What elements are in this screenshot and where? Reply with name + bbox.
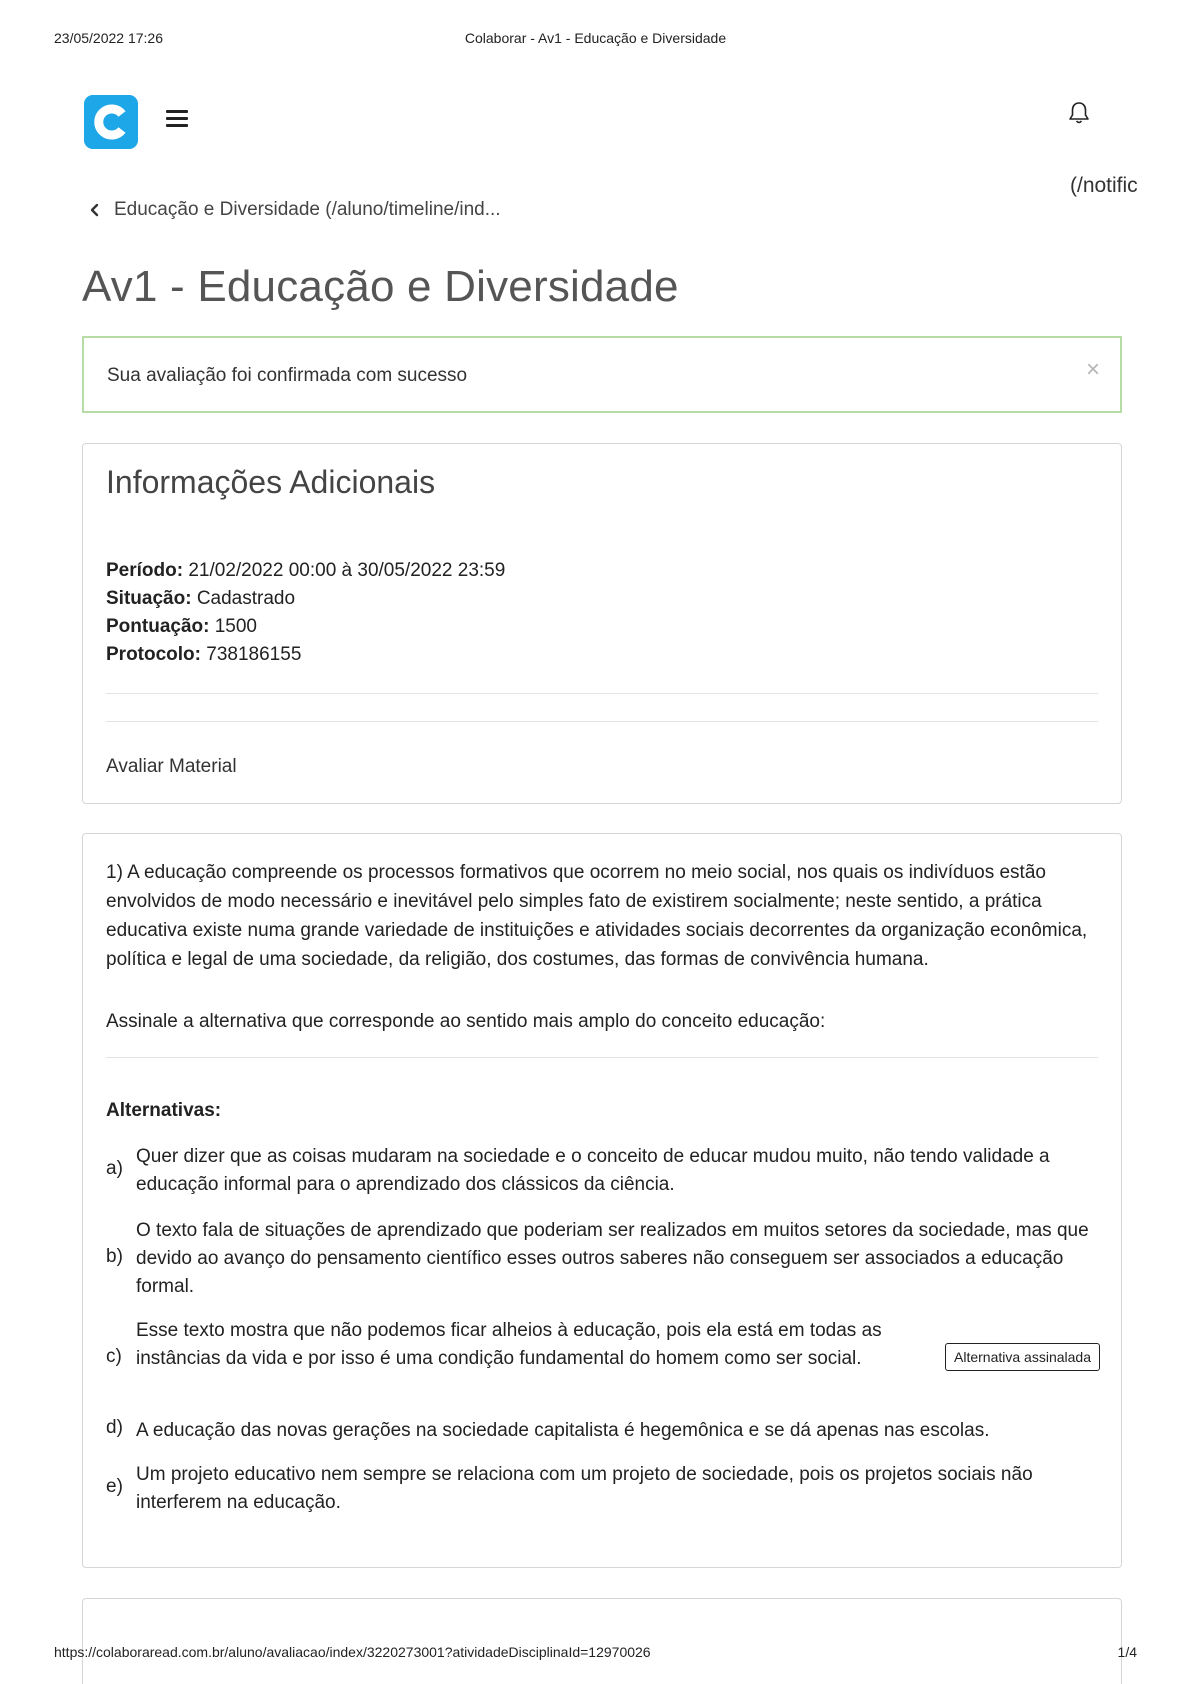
alternative-letter: e) <box>106 1476 123 1497</box>
alert-close-button[interactable]: × <box>1085 356 1100 383</box>
alternative-text: A educação das novas gerações na sociedade capitalista é hegemônica e se dá apenas nas escolas. <box>136 1420 990 1441</box>
alternative-letter: a) <box>106 1158 123 1179</box>
alternative-text: Esse texto mostra que não podemos ficar alheios à educação, pois ela está em todas as instâncias da vida e por isso é uma condição fundamental do homem como ser social. <box>136 1320 882 1369</box>
chevron-left-icon <box>88 203 102 217</box>
alert-message: Sua avaliação foi confirmada com sucesso <box>107 365 468 386</box>
alternative-d[interactable] <box>106 1417 1100 1447</box>
print-datetime: 23/05/2022 17:26 <box>54 30 163 46</box>
alternative-letter: c) <box>106 1346 122 1367</box>
alternative-c[interactable] <box>106 1317 1100 1403</box>
divider <box>106 1057 1098 1058</box>
divider <box>106 693 1098 694</box>
page-title: Av1 - Educação e Diversidade <box>82 262 679 311</box>
print-url: https://colaboraread.com.br/aluno/avaliacao/index/3220273001?atividadeDisciplinaId=12970026 <box>54 1644 651 1660</box>
alternative-letter: d) <box>106 1417 123 1438</box>
print-header <box>54 30 1137 50</box>
question-card <box>82 833 1122 1568</box>
selected-alternative-badge: Alternativa assinalada <box>945 1343 1100 1371</box>
alternative-a[interactable] <box>106 1143 1100 1203</box>
next-question-card <box>82 1598 1122 1684</box>
question-prompt: Assinale a alternativa que corresponde ao sentido mais amplo do conceito educação: <box>106 1011 826 1032</box>
alternative-text: Quer dizer que as coisas mudaram na sociedade e o conceito de educar mudou muito, não tendo validade a educação informal para o aprendizado dos clássicos da ciência. <box>136 1146 1050 1195</box>
menu-hamburger-icon[interactable] <box>166 110 188 128</box>
print-page-number: 1/4 <box>1117 1644 1137 1660</box>
success-alert <box>82 336 1122 413</box>
breadcrumb-back-link[interactable] <box>88 199 501 221</box>
divider <box>106 721 1098 722</box>
breadcrumb-label: Educação e Diversidade (/aluno/timeline/ind... <box>114 199 501 220</box>
info-protocolo: Protocolo: 738186155 <box>106 644 302 665</box>
avaliar-material-link[interactable]: Avaliar Material <box>106 756 237 777</box>
alternative-e[interactable] <box>106 1461 1100 1521</box>
info-card-title: Informações Adicionais <box>106 464 436 500</box>
info-list <box>106 557 505 669</box>
question-text: 1) A educação compreende os processos formativos que ocorrem no meio social, nos quais os indivíduos estão envolvidos de modo necessário e inevitável pelo simples fato de existirem socialmente; neste sentido, a prática educativa existe numa grande variedade de instituições e atividades sociais decorrentes da organização econômica, política e legal de uma sociedade, da religião, dos costumes, das formas de convivência humana. <box>106 862 1088 970</box>
alternative-text: Um projeto educativo nem sempre se relaciona com um projeto de sociedade, pois os projetos sociais não interferem na educação. <box>136 1464 1033 1513</box>
print-document-title: Colaborar - Av1 - Educação e Diversidade <box>464 30 727 46</box>
info-pontuacao: Pontuação: 1500 <box>106 616 258 637</box>
alternative-letter: b) <box>106 1246 123 1267</box>
alternatives-heading: Alternativas: <box>106 1100 222 1121</box>
colaborar-logo[interactable] <box>84 95 138 149</box>
alternative-b[interactable] <box>106 1217 1100 1303</box>
notifications-link[interactable]: (/notific <box>1070 174 1138 197</box>
info-periodo: Período: 21/02/2022 00:00 à 30/05/2022 23:59 <box>106 560 506 581</box>
colaborar-logo-icon <box>84 95 138 149</box>
notification-bell-icon[interactable] <box>1067 100 1091 126</box>
additional-info-card <box>82 443 1122 804</box>
alternative-text: O texto fala de situações de aprendizado que poderiam ser realizados em muitos setores da sociedade, mas que devido ao avanço do pensamento científico esses outros saberes não conseguem ser associados a educação formal. <box>136 1220 1089 1297</box>
info-situacao: Situação: Cadastrado <box>106 588 296 609</box>
